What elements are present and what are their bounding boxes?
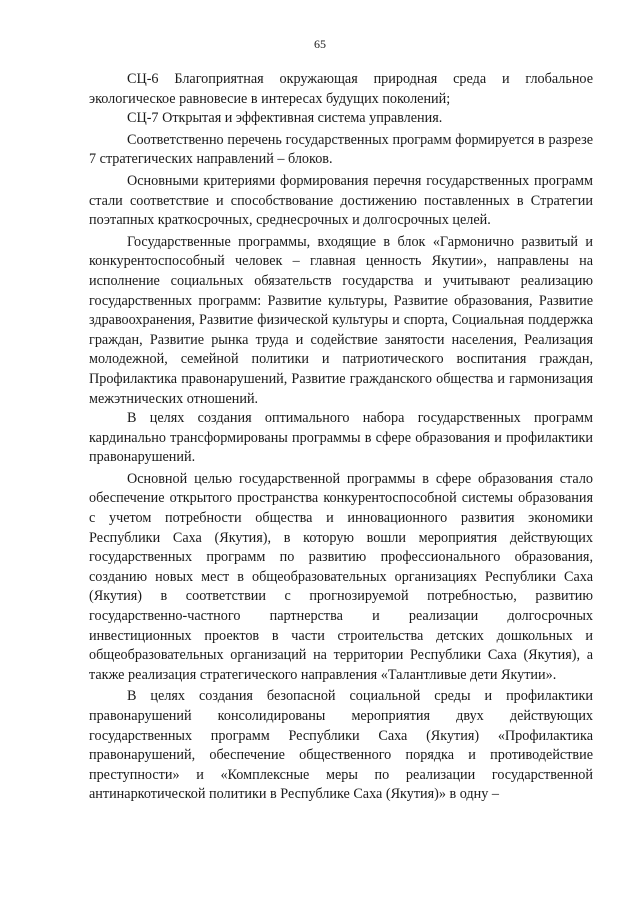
paragraph-harmonious-block: Государственные программы, входящие в блок «Гармонично развитый и конкурентоспособный человек – главная ценность Якутии», направлены на исполнение социальных обязательств государства и учитывают реализацию государственных программ: Развитие культуры, Развитие образования, Развитие здравоохранения, Развитие физической культуры и спорта, Социальная поддержка граждан, Развитие рынка труда и содействие занятости населения, Реализация молодежной, семейной политики и патриотического воспитания граждан, Профилактика правонарушений, Развитие гражданского общества и гармонизация межэтнических отношений. [89, 233, 593, 407]
page-number: 65 [314, 37, 326, 51]
paragraph-sc6: СЦ-6 Благоприятная окружающая природная среда и глобальное экологическое равновесие в интересах будущих поколений; [89, 71, 593, 107]
paragraph-sc7: СЦ-7 Открытая и эффективная система управления. [127, 110, 443, 127]
paragraph-program-list: Соответственно перечень государственных программ формируется в разрезе 7 стратегических направлений – блоков. [89, 131, 593, 168]
paragraph-safe-environment: В целях создания безопасной социальной среды и профилактики правонарушений консолидированы мероприятия двух действующих государственных программ Республики Саха (Якутия) «Профилактика правонарушений, обеспечение общественного порядка и противодействие преступности» и «Комплексные меры по реализации государственной антинаркотической политики в Республике Саха (Якутия)» в одну – [89, 688, 593, 803]
paragraph-criteria: Основными критериями формирования перечня государственных программ стали соответствие и способствование достижению поставленных в Стратегии поэтапных краткосрочных, среднесрочных и долгосрочных целей. [89, 172, 593, 229]
document-body [89, 70, 593, 805]
paragraph-optimal-set: В целях создания оптимального набора государственных программ кардинально трансформированы программы в сфере образования и профилактики правонарушений. [89, 410, 593, 466]
paragraph-education-goal: Основной целью государственной программы в сфере образования стало обеспечение открытого пространства конкурентоспособной системы образования с учетом потребности общества и инновационного развития экономики Республики Саха (Якутия), в которую вошли мероприятия действующих государственных программ по развитию профессионального образования, созданию новых мест в общеобразовательных организациях Республики Саха (Якутия) в соответствии с прогнозируемой потребностью, развитию государственно-частного партнерства и реализации долгосрочных инвестиционных проектов в части строительства детских дошкольных и общеобразовательных организаций на территории Республики Саха (Якутия), а также реализация стратегического направления «Талантливые дети Якутии». [89, 470, 593, 683]
